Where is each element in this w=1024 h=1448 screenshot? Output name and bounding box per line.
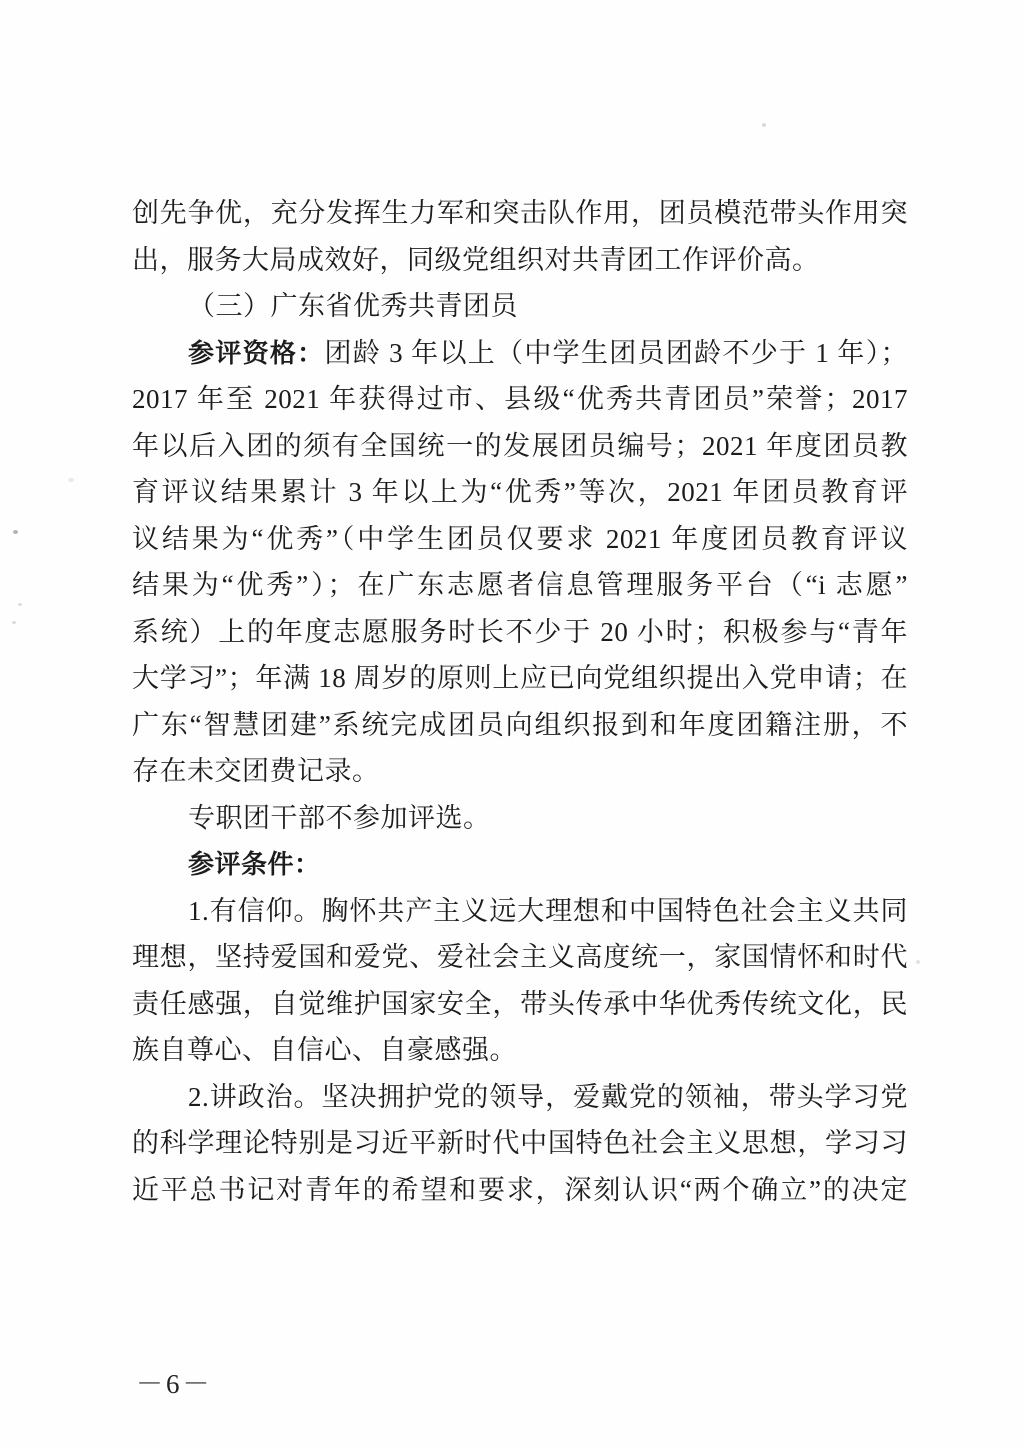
line-text: 专职团干部不参加评选。	[188, 802, 491, 833]
scan-speck	[12, 621, 16, 624]
text-line	[132, 934, 908, 981]
scan-speck	[18, 603, 22, 606]
scan-speck	[762, 123, 766, 127]
text-line	[132, 1167, 908, 1214]
text-line	[132, 1120, 908, 1167]
line-text: 广东“智慧团建”系统完成团员向组织报到和年度团籍注册，不	[132, 709, 908, 740]
line-text: 责任感强，自觉维护国家安全，带头传承中华优秀传统文化，民	[132, 988, 908, 1019]
line-text: 议结果为“优秀”（中学生团员仅要求 2021 年度团员教育评议	[132, 523, 908, 554]
item-lead: 2.讲政治。	[188, 1081, 322, 1112]
text-line	[132, 190, 908, 237]
text-line	[132, 702, 908, 749]
line-text: 族自尊心、自信心、自豪感强。	[132, 1035, 517, 1065]
text-line	[132, 469, 908, 516]
line-text: 理想，坚持爱国和爱党、爱社会主义高度统一，家国情怀和时代	[132, 942, 908, 972]
scan-speck	[13, 530, 18, 534]
bold-label: 参评条件：	[188, 850, 321, 880]
bold-label: 参评资格：	[188, 338, 325, 369]
text-line	[132, 795, 908, 842]
item-lead: 1.有信仰。	[188, 895, 322, 926]
text-line	[132, 423, 908, 470]
line-text: 年以后入团的须有全国统一的发展团员编号；2021 年度团员教	[132, 430, 908, 461]
line-text: 育评议结果累计 3 年以上为“优秀”等次，2021 年团员教育评	[132, 477, 908, 507]
line-text: 创先争优，充分发挥生力军和突击队作用，团员模范带头作用突	[132, 198, 908, 228]
text-line	[132, 609, 908, 656]
text-line	[132, 748, 908, 795]
line-text: 大学习”；年满 18 周岁的原则上应已向党组织提出入党申请；在	[132, 663, 908, 693]
page-number: －6－	[136, 1369, 213, 1399]
scan-speck	[916, 960, 920, 964]
line-text: 的科学理论特别是习近平新时代中国特色社会主义思想，学习习	[132, 1128, 908, 1158]
document-body	[132, 190, 908, 1213]
text-line	[132, 237, 908, 284]
text-line	[132, 888, 908, 935]
scan-speck	[68, 478, 74, 482]
text-line	[132, 516, 908, 563]
text-line	[132, 1027, 908, 1074]
text-line	[132, 562, 908, 609]
text-line	[132, 841, 908, 888]
line-text: 坚决拥护党的领导，爱戴党的领袖，带头学习党	[321, 1081, 908, 1112]
line-text: 团龄 3 年以上（中学生团员团龄不少于 1 年）；	[324, 337, 908, 368]
line-text: 结果为“优秀”）；在广东志愿者信息管理服务平台（“i 志愿”	[132, 570, 908, 600]
text-line	[132, 330, 908, 377]
line-text: 近平总书记对青年的希望和要求，深刻认识“两个确立”的决定	[132, 1174, 908, 1205]
line-text: 出，服务大局成效好，同级党组织对共青团工作评价高。	[132, 244, 820, 275]
line-text: 系统）上的年度志愿服务时长不少于 20 小时；积极参与“青年	[132, 616, 908, 647]
line-text: 胸怀共产主义远大理想和中国特色社会主义共同	[321, 895, 908, 926]
text-line	[132, 1074, 908, 1121]
text-line	[132, 655, 908, 702]
line-text: 存在未交团费记录。	[132, 756, 380, 786]
line-text: （三）广东省优秀共青团员	[188, 291, 518, 321]
line-text: 2017 年至 2021 年获得过市、县级“优秀共青团员”荣誉；2017	[132, 384, 908, 414]
text-line	[132, 981, 908, 1028]
text-line	[132, 283, 908, 330]
text-line	[132, 376, 908, 423]
